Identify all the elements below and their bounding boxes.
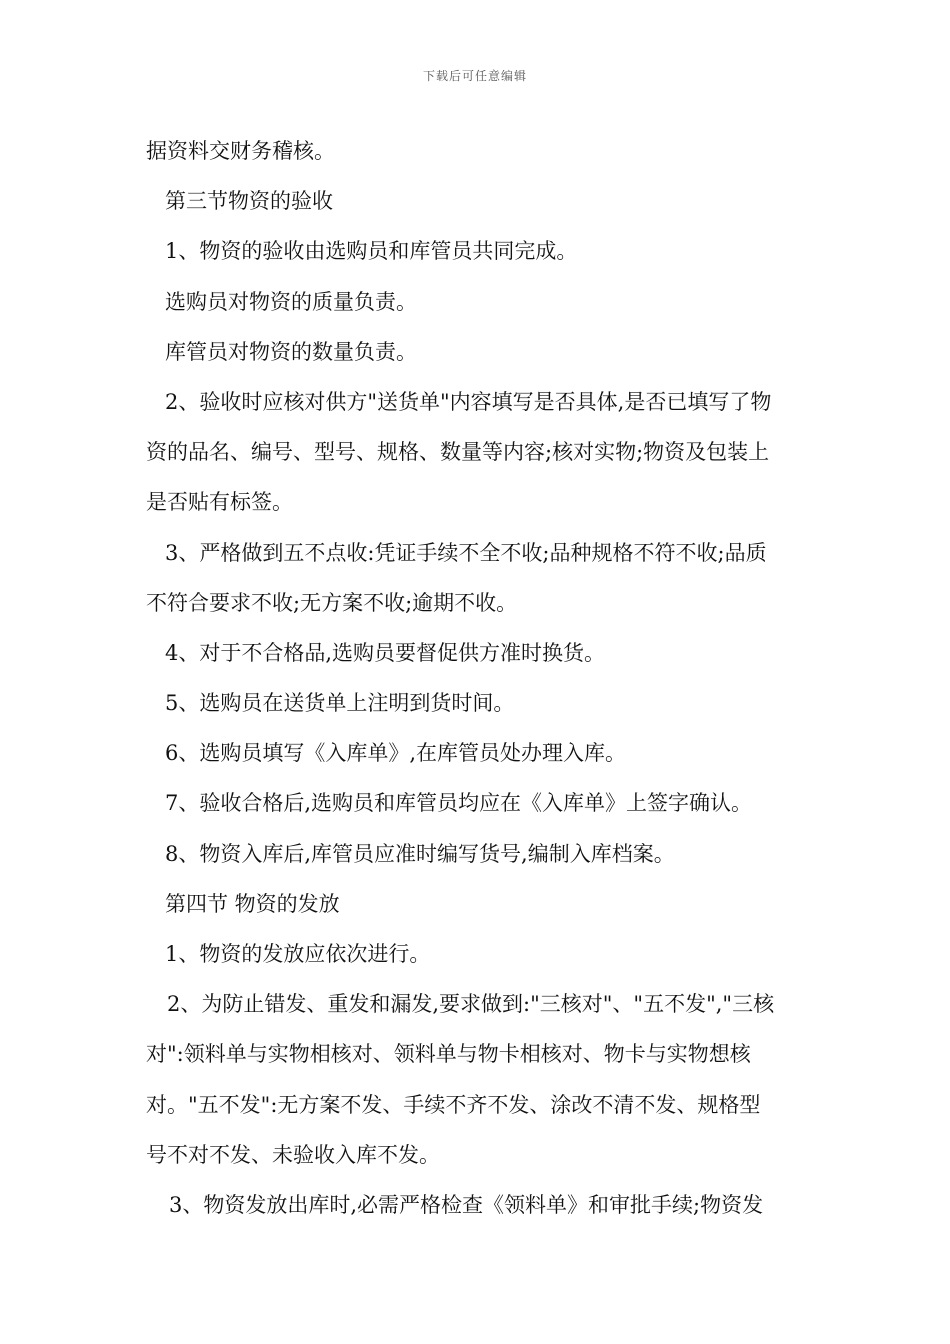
page-header: 下载后可任意编辑 xyxy=(422,69,527,83)
text-line: 是否贴有标签。 xyxy=(146,490,293,515)
text-line: 3、物资发放出库时,必需严格检查《领料单》和审批手续;物资发 xyxy=(169,1192,764,1217)
text-line: 1、物资的发放应依次进行。 xyxy=(165,942,431,966)
document-body xyxy=(146,126,808,1230)
text-line: 据资料交财务稽核。 xyxy=(146,139,335,163)
text-line: 资的品名、编号、型号、规格、数量等内容;核对实物;物资及包装上 xyxy=(146,440,770,465)
text-line: 7、验收合格后,选购员和库管员均应在《入库单》上签字确认。 xyxy=(165,791,753,816)
section-heading: 第三节物资的验收 xyxy=(165,189,333,214)
text-line: 2、验收时应核对供方"送货单"内容填写是否具体,是否已填写了物 xyxy=(165,389,772,414)
text-line: 库管员对物资的数量负责。 xyxy=(165,339,417,364)
text-line: 8、物资入库后,库管员应准时编写货号,编制入库档案。 xyxy=(165,841,675,866)
text-line: 6、选购员填写《入库单》,在库管员处办理入库。 xyxy=(165,741,627,766)
text-line: 对。"五不发":无方案不发、手续不齐不发、涂改不清不发、规格型 xyxy=(146,1092,761,1117)
section-heading: 第四节 物资的发放 xyxy=(165,891,340,916)
text-line: 不符合要求不收;无方案不收;逾期不收。 xyxy=(146,590,518,615)
text-line: 5、选购员在送货单上注明到货时间。 xyxy=(165,691,515,716)
text-line: 对":领料单与实物相核对、领料单与物卡相核对、物卡与实物想核 xyxy=(146,1042,751,1067)
text-line: 1、物资的验收由选购员和库管员共同完成。 xyxy=(165,239,578,264)
text-line: 2、为防止错发、重发和漏发,要求做到:"三核对"、"五不发","三核 xyxy=(167,992,775,1017)
text-line: 选购员对物资的质量负责。 xyxy=(165,289,417,314)
text-line: 号不对不发、未验收入库不发。 xyxy=(146,1142,440,1167)
text-line: 4、对于不合格品,选购员要督促供方准时换货。 xyxy=(165,640,606,665)
text-line: 3、严格做到五不点收:凭证手续不全不收;品种规格不符不收;品质 xyxy=(165,540,767,565)
